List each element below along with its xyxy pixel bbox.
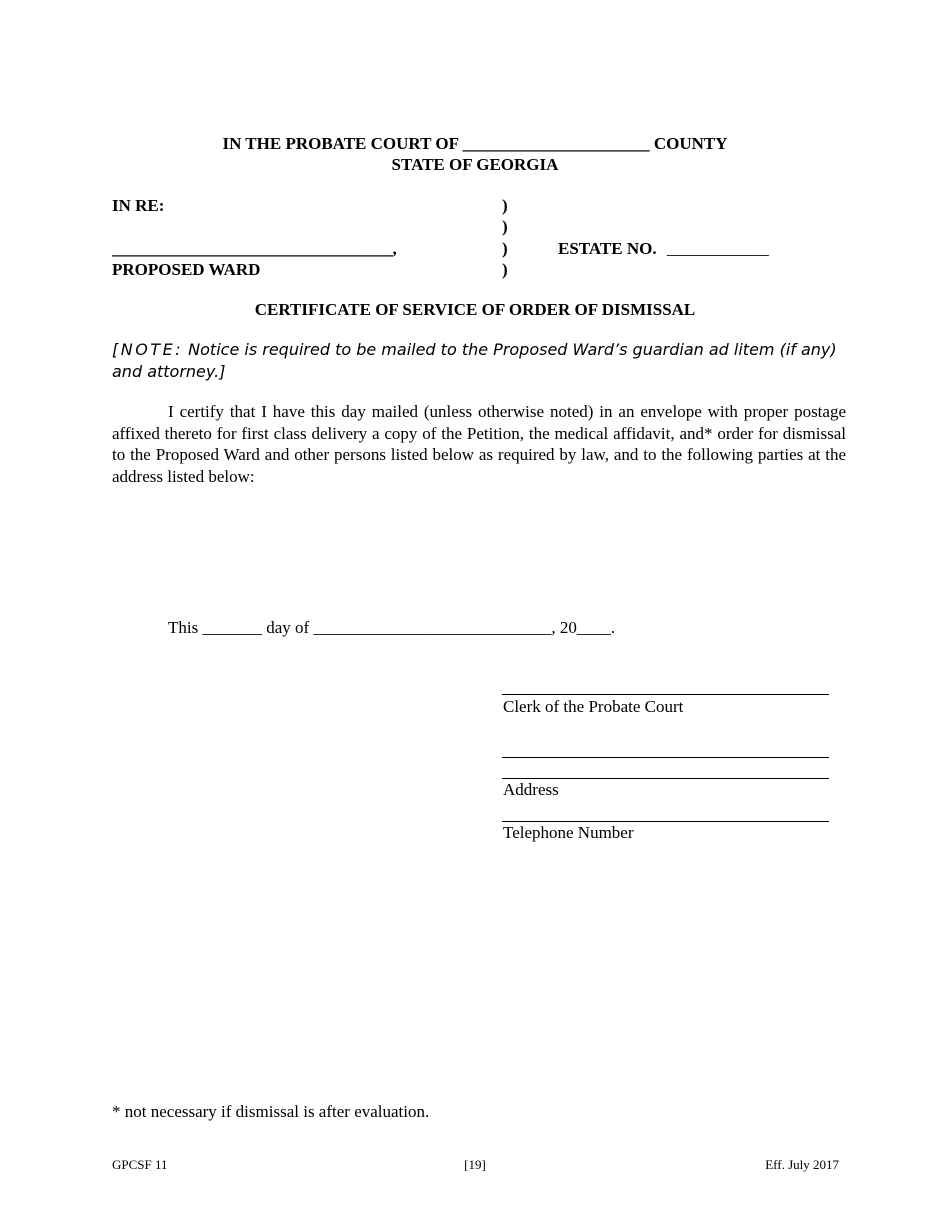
note-text: Notice is required to be mailed to the Proposed Ward’s guardian ad litem (if any) and attorney.] bbox=[112, 340, 837, 381]
caption-paren: ) bbox=[502, 217, 508, 236]
clerk-signature-line bbox=[502, 694, 829, 695]
form-id: GPCSF 11 bbox=[112, 1157, 168, 1172]
footnote: * not necessary if dismissal is after evaluation. bbox=[112, 1102, 430, 1121]
note bbox=[112, 339, 852, 383]
telephone-label: Telephone Number bbox=[503, 823, 634, 842]
in-re-label: IN RE: bbox=[112, 196, 165, 215]
estate-blank: ____________ bbox=[666, 239, 769, 258]
county-blank: ______________________ bbox=[462, 134, 650, 153]
caption-paren: ) bbox=[502, 239, 508, 258]
court-heading bbox=[0, 134, 950, 154]
proposed-ward-label: PROPOSED WARD bbox=[112, 260, 261, 279]
caption-paren: ) bbox=[502, 196, 508, 215]
effective-date: Eff. July 2017 bbox=[765, 1157, 839, 1172]
date-line: This _______ day of ____________________________, 20____. bbox=[168, 618, 616, 637]
clerk-label: Clerk of the Probate Court bbox=[503, 697, 684, 716]
telephone-line bbox=[502, 821, 829, 822]
note-lead: [NOTE: bbox=[112, 340, 184, 359]
county-suffix: COUNTY bbox=[653, 134, 728, 153]
address-label: Address bbox=[503, 780, 559, 799]
estate-number bbox=[558, 239, 769, 259]
caption-paren: ) bbox=[502, 260, 508, 279]
document-title: CERTIFICATE OF SERVICE OF ORDER OF DISMISSAL bbox=[254, 300, 696, 319]
ward-name-blank: __________________________________, bbox=[112, 239, 397, 258]
estate-label: ESTATE NO. bbox=[558, 239, 657, 258]
state-heading: STATE OF GEORGIA bbox=[391, 155, 559, 174]
page-number: [19] bbox=[464, 1157, 486, 1172]
address-line-2 bbox=[502, 778, 829, 779]
address-line-1 bbox=[502, 757, 829, 758]
certification-paragraph: I certify that I have this day mailed (unless otherwise noted) in an envelope with proper postage affixed thereto for first class delivery a copy of the Petition, the medical affidavit, and* order for dismissal to the Proposed Ward and other persons listed below as required by law, and to the following parties at the address listed below: bbox=[112, 402, 846, 486]
court-prefix: IN THE PROBATE COURT OF bbox=[222, 134, 459, 153]
